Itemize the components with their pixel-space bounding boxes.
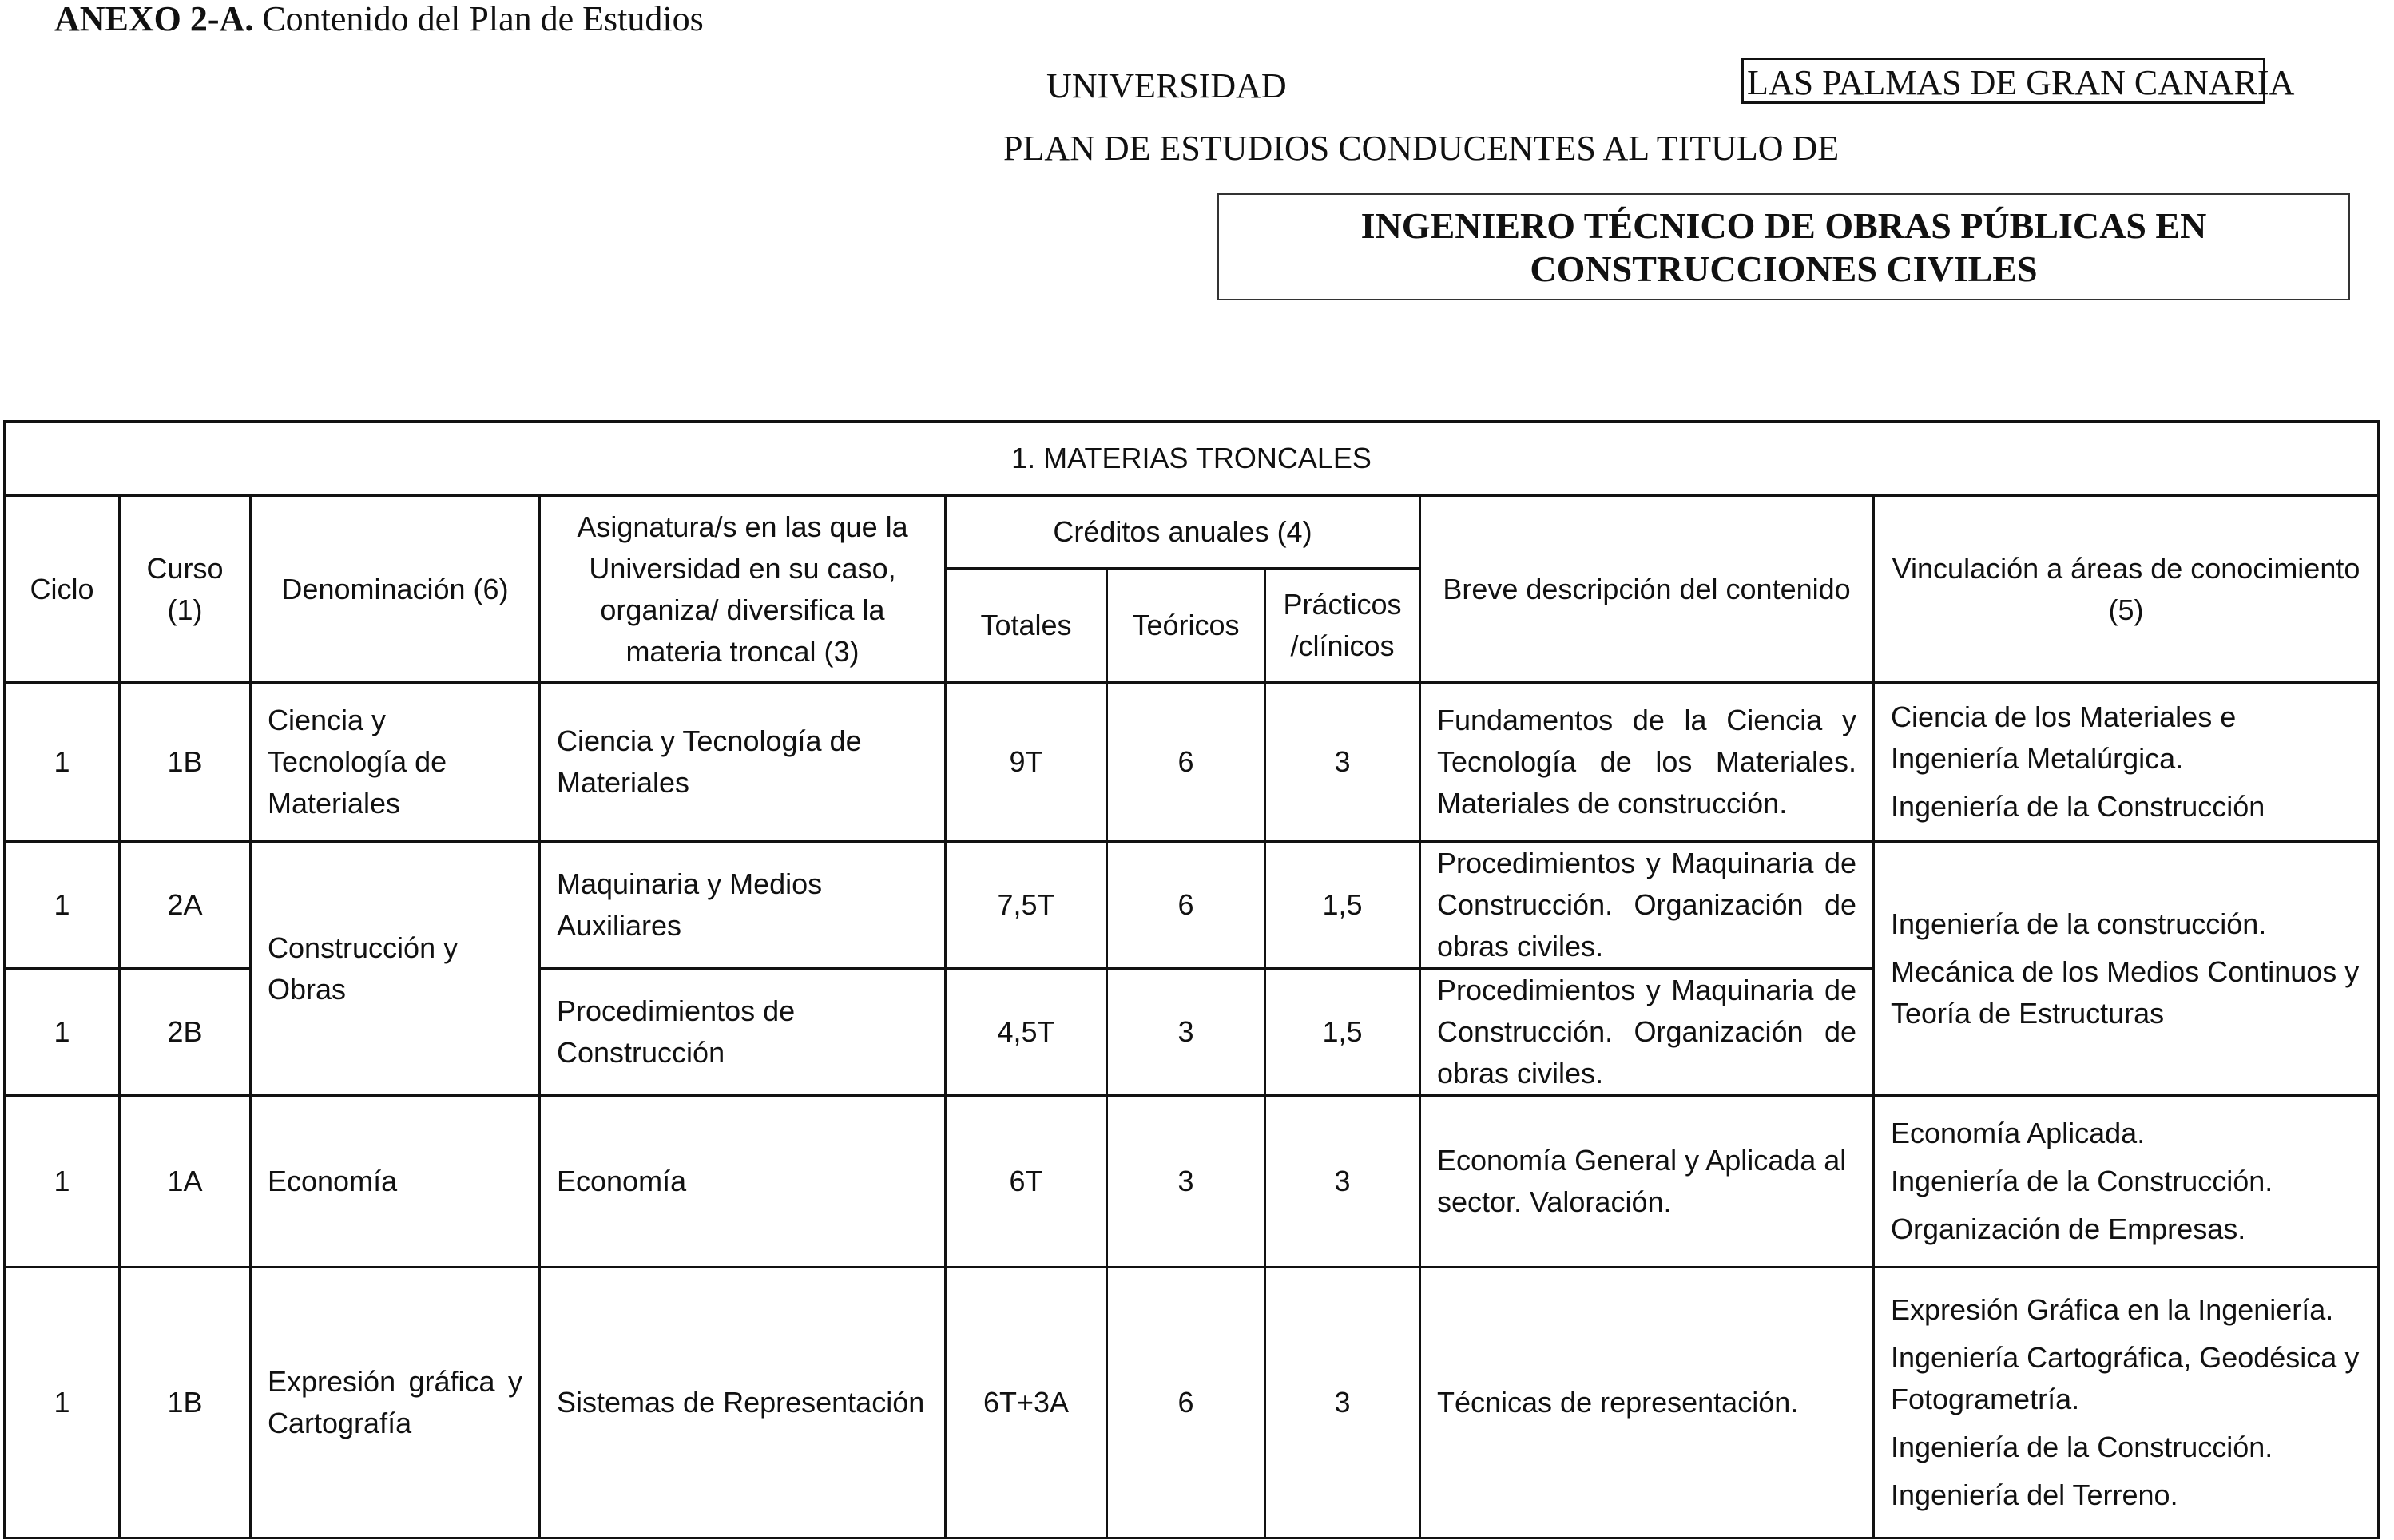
annex-heading	[54, 0, 704, 39]
table-row	[5, 1268, 2379, 1538]
area-item: Ciencia de los Materiales e Ingeniería Metalúrgica.	[1891, 701, 2237, 775]
university-value: LAS PALMAS DE GRAN CANARIA	[1741, 58, 2265, 104]
cell-curso: 1B	[120, 1268, 251, 1538]
cell-curso: 2B	[120, 969, 251, 1096]
cell-areas	[1874, 683, 2379, 842]
header-vinculacion-line-2: (5)	[2108, 593, 2144, 626]
cell-ciclo: 1	[5, 1096, 120, 1268]
cell-curso: 1B	[120, 683, 251, 842]
header-vinculacion	[1874, 496, 2379, 683]
area-item: Ingeniería del Terreno.	[1891, 1478, 2178, 1511]
header-vinculacion-line-1: Vinculación a áreas de conocimiento	[1892, 551, 2360, 585]
cell-denominacion: Economía	[251, 1096, 540, 1268]
cell-ciclo: 1	[5, 842, 120, 969]
area-item: Economía Aplicada.	[1891, 1117, 2146, 1149]
annex-number: ANEXO 2-A.	[54, 0, 254, 38]
header-totales: Totales	[946, 569, 1107, 683]
header-ciclo: Ciclo	[5, 496, 120, 683]
header-asignatura-line-3: organiza/ diversifica la	[600, 593, 885, 626]
cell-areas	[1874, 842, 2379, 1096]
cell-ciclo: 1	[5, 683, 120, 842]
cell-descripcion: Técnicas de representación.	[1420, 1268, 1874, 1538]
cell-descripcion: Procedimientos y Maquinaria de Construcción. Organización de obras civiles.	[1420, 969, 1874, 1096]
cell-asignatura: Ciencia y Tecnología de Materiales	[540, 683, 946, 842]
header-practicos-line-2: /clínicos	[1290, 629, 1395, 662]
header-practicos-line-1: Prácticos	[1283, 588, 1402, 621]
area-item: Ingeniería de la Construcción.	[1891, 1431, 2273, 1463]
header-denominacion: Denominación (6)	[251, 496, 540, 683]
cell-descripcion: Fundamentos de la Ciencia y Tecnología de los Materiales. Materiales de construcción.	[1420, 683, 1874, 842]
area-item: Ingeniería Cartográfica, Geodésica y Fotogrametría.	[1891, 1341, 2360, 1415]
cell-practicos: 3	[1265, 1268, 1420, 1538]
area-item: Expresión Gráfica en la Ingeniería.	[1891, 1293, 2334, 1326]
cell-practicos: 1,5	[1265, 842, 1420, 969]
cell-denominacion: Construcción y Obras	[251, 842, 540, 1096]
plan-label: PLAN DE ESTUDIOS CONDUCENTES AL TITULO DE	[1003, 129, 1840, 168]
cell-practicos: 1,5	[1265, 969, 1420, 1096]
cell-teoricos: 6	[1107, 683, 1265, 842]
cell-teoricos: 6	[1107, 842, 1265, 969]
table-row	[5, 1096, 2379, 1268]
cell-teoricos: 3	[1107, 1096, 1265, 1268]
cell-denominacion: Ciencia y Tecnología de Materiales	[251, 683, 540, 842]
subjects-table	[3, 420, 2380, 1539]
cell-areas	[1874, 1096, 2379, 1268]
cell-descripcion: Procedimientos y Maquinaria de Construcción. Organización de obras civiles.	[1420, 842, 1874, 969]
table-row	[5, 683, 2379, 842]
cell-ciclo: 1	[5, 969, 120, 1096]
cell-ciclo: 1	[5, 1268, 120, 1538]
header-teoricos: Teóricos	[1107, 569, 1265, 683]
cell-totales: 6T+3A	[946, 1268, 1107, 1538]
cell-asignatura: Maquinaria y Medios Auxiliares	[540, 842, 946, 969]
header-curso-label: Curso	[146, 551, 224, 585]
header-asignatura	[540, 496, 946, 683]
degree-title-line-2: CONSTRUCCIONES CIVILES	[1530, 248, 2038, 289]
header-asignatura-line-4: materia troncal (3)	[625, 634, 860, 668]
degree-title-box	[1217, 193, 2350, 300]
header-creditos: Créditos anuales (4)	[946, 496, 1420, 569]
header-practicos	[1265, 569, 1420, 683]
cell-curso: 1A	[120, 1096, 251, 1268]
table-row	[5, 842, 2379, 969]
university-label: UNIVERSIDAD	[1046, 66, 1287, 105]
header-row-1	[5, 496, 2379, 569]
area-item: Mecánica de los Medios Continuos y Teoría de Estructuras	[1891, 955, 2360, 1030]
header-asignatura-line-2: Universidad en su caso,	[589, 551, 896, 585]
header-asignatura-line-1: Asignatura/s en las que la	[577, 510, 908, 543]
cell-asignatura: Sistemas de Representación	[540, 1268, 946, 1538]
cell-teoricos: 6	[1107, 1268, 1265, 1538]
area-item: Ingeniería de la Construcción	[1891, 790, 2265, 823]
section-title-row	[5, 422, 2379, 496]
cell-teoricos: 3	[1107, 969, 1265, 1096]
cell-practicos: 3	[1265, 1096, 1420, 1268]
header-curso	[120, 496, 251, 683]
cell-denominacion: Expresión gráfica y Cartografía	[251, 1268, 540, 1538]
annex-title: Contenido del Plan de Estudios	[253, 0, 704, 38]
cell-totales: 7,5T	[946, 842, 1107, 969]
cell-asignatura: Economía	[540, 1096, 946, 1268]
section-title: 1. MATERIAS TRONCALES	[5, 422, 2379, 496]
area-item: Ingeniería de la Construcción.	[1891, 1165, 2273, 1197]
area-item: Ingeniería de la construcción.	[1891, 907, 2267, 940]
cell-totales: 6T	[946, 1096, 1107, 1268]
header-descripcion: Breve descripción del contenido	[1420, 496, 1874, 683]
cell-curso: 2A	[120, 842, 251, 969]
cell-areas	[1874, 1268, 2379, 1538]
cell-totales: 9T	[946, 683, 1107, 842]
cell-practicos: 3	[1265, 683, 1420, 842]
cell-asignatura: Procedimientos de Construcción	[540, 969, 946, 1096]
cell-totales: 4,5T	[946, 969, 1107, 1096]
degree-title-line-1: INGENIERO TÉCNICO DE OBRAS PÚBLICAS EN	[1360, 205, 2207, 246]
area-item: Organización de Empresas.	[1891, 1213, 2246, 1245]
header-curso-note: (1)	[167, 593, 203, 626]
cell-descripcion: Economía General y Aplicada al sector. Valoración.	[1420, 1096, 1874, 1268]
